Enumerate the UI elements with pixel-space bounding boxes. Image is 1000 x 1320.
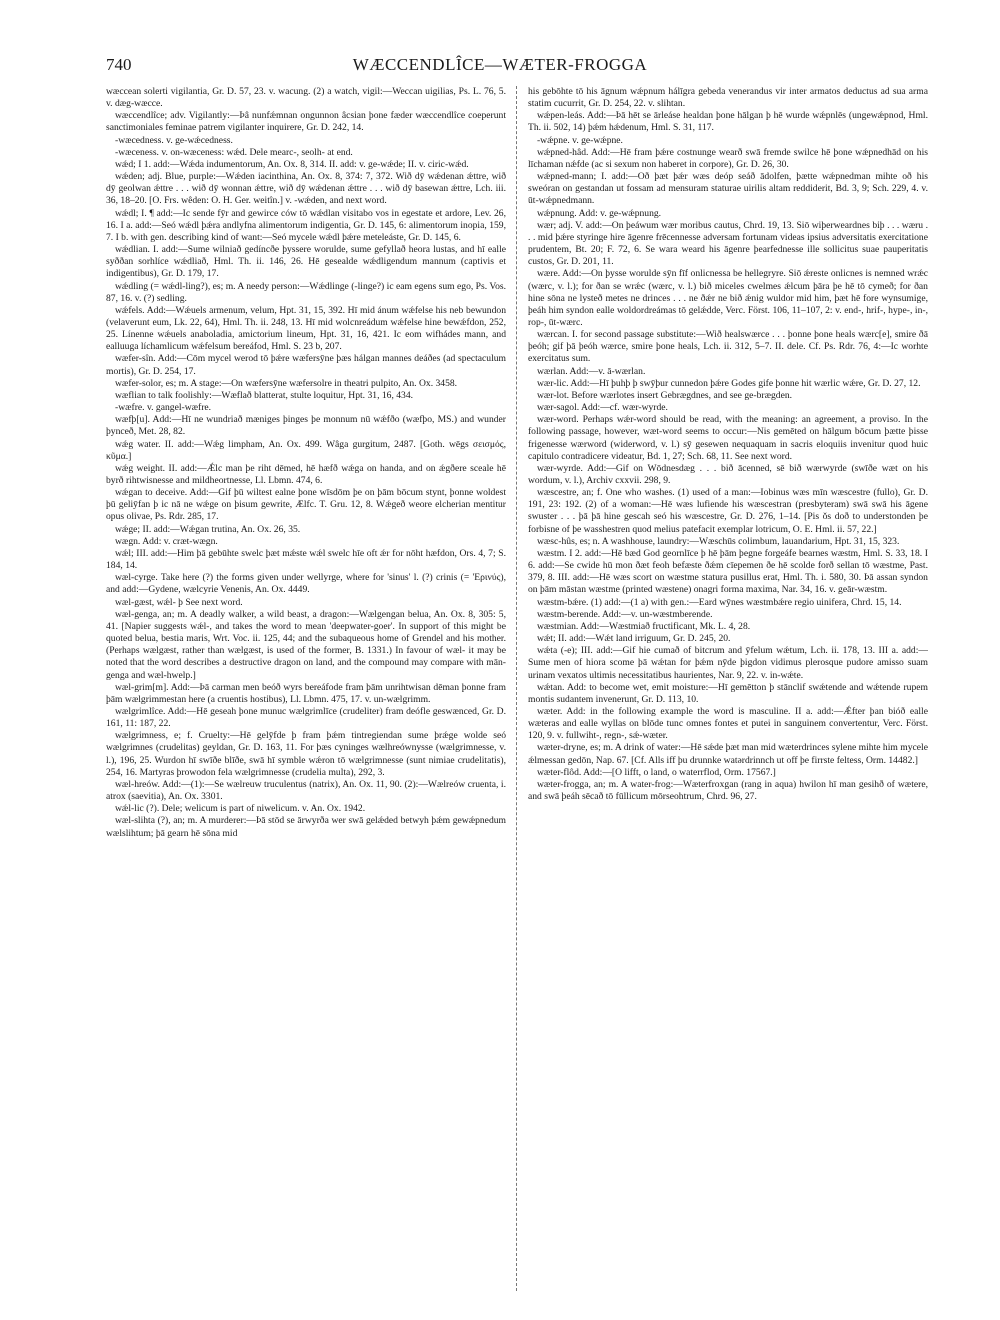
dictionary-entry: wǽgan to deceive. Add:—Gif þū wiltest ealne þone wīsdōm þe on þām bōcum stynt, þonne woldest þū geliȳfan þ ic nā ne wǽge on þisum gewrite, Ælfc. T. Gru. 12, 8. Wǽgeð weore elcherian mentitur opus olivae, Ps. Rdr. 285, 17. <box>106 487 506 523</box>
dictionary-entry: wǽpen-leás. Add:—Þā hēt se ārleáse healdan þone hālgan þ hē wurde wǽpnlēs (ungewǽpnod, Hml. Th. ii. 502, 14) þǽm hǽdenum, Hml. S. 31, 117. <box>527 110 928 134</box>
dictionary-entry: wægn. Add: v. cræt-wægn. <box>115 535 218 547</box>
dictionary-entry: wær-word. Perhaps wǽr-word should be read, with the meaning: an agreement, a proviso. In the following passage, however, wæt-word seems to occur:—Nis gemēted on hālgum bōcum þætte þisse frigenesse wærword (widerword, v. l.) sȳ gesewen nequaquam in sacris eloquiis invenitur quod huic capitulo contradicere videatur, Bd. 1, 27; Sch. 68, 11. See next word. <box>527 414 928 462</box>
dictionary-entry: wæter-dryne, es; m. A drink of water:—Hē sǽde þæt man mid wæterdrinces sylene mihte him mycele ǽlmessan gedōn, Nap. 67. [Cf. Alls iff þu drunnke watərdrinnch ut off þe firrste feltess, Orm. 14482.] <box>527 742 928 766</box>
dictionary-columns <box>106 86 928 1291</box>
dictionary-entry: -wæceness. v. on-wæceness: wǽd. Dele mearc-, seolh- at end. <box>115 146 353 158</box>
dictionary-entry: wæter-flôd. Add:—[O lifft, o land, o waterrflod, Orm. 17567.] <box>536 766 776 778</box>
column-divider <box>516 86 518 1291</box>
dictionary-entry: wæl-grim[m]. Add:—Þā carman men beóð wyrs bereáfode fram þām unrihtwisan dēman þonne fram þām wælgrimmestan here (a cruentis hostibus), Ll. Lbmn. 475, 17. v. un-wælgrimm. <box>106 681 506 705</box>
dictionary-entry: wǽdling (= wǽdl-ling?), es; m. A needy person:—Wǽdlinge (-linge?) ic eam egens sum ego, Ps. Vos. 87, 16. v. (?) sedling. <box>106 280 506 304</box>
dictionary-entry: -wæcedness. v. ge-wǽcedness. <box>115 134 233 146</box>
dictionary-entry: wǽd; I 1. add:—Wǽda indumentorum, An. Ox. 8, 314. II. add: v. ge-wǽde; II. v. ciric-wǽd. <box>115 158 469 170</box>
dictionary-entry: wærcan. I. for second passage substitute:—Wið healswærce . . . þonne þone heals wærc[e], smire ðā þeóh; gif þā þeóh wærce, smire þone heals, Lch. ii. 312, 5–7. II. dele. Cf. Ps. Rdr. 76, 4:—Ic worhte exercitatus sum. <box>527 329 928 365</box>
left-column <box>106 86 506 1291</box>
dictionary-entry: wærlan. Add:—v. ā-wærlan. <box>536 365 646 377</box>
running-title: WÆCCENDLÎCE—WÆTER-FROGGA <box>352 55 648 74</box>
dictionary-entry: wæfer-sîn. Add:—Cōm mycel werod tō þǽre wæfersȳne þæs hálgan mannes deáðes (ad spectaculum mortis), Gr. D. 254, 17. <box>106 353 506 377</box>
dictionary-entry: wǽge; II. add:—Wǽgan trutina, An. Ox. 26, 35. <box>115 523 301 535</box>
dictionary-entry: wǽdlian. I. add:—Sume wilniað gedíncðe þyssere woruldе, sume gefyllað heora lustas, and hī ealle syððan sorhlíce wǽdliað, Hml. Th. ii. 146, 26. Hē gesealde wǽdligendum mannum (captivis et indigentibus), Gr. D. 179, 17. <box>106 244 506 280</box>
dictionary-entry: wær-wyrde. Add:—Gif on Wōdnesdæg . . . bið ācenned, sē bið wærwyrde (swīðe wæt on his wordum, v. l.), Archiv cxxvii. 298, 9. <box>527 462 928 486</box>
dictionary-entry: wæccean solerti vigilantia, Gr. D. 57, 23. v. wacung. (2) a watch, vigil:—Weccan uigilias, Ps. L. 76, 5. v. dæg-wæcce. <box>106 86 506 110</box>
dictionary-entry: -wǽpne. v. ge-wǽpne. <box>536 134 623 146</box>
dictionary-entry: wæl-gæst, wǽl- þ See next word. <box>115 596 243 608</box>
dictionary-entry: wær; adj. V. add:—On þeáwum wær moribus cautus, Chrd. 19, 13. Siō wiþerweardnes biþ . . . wæru . . . mid þǽre styringe hire āgenre frēcennesse adversam fortunam videas ipsius adversitatis exercitatione prudentem, Bt. 20; F. 72, 6. Se wara weard his āgenre þearfednesse ille sollicitus suae pauperitatis custos, Gr. D. 201, 11. <box>527 219 928 268</box>
dictionary-entry: wæstm. I 2. add:—Hē bæd God geornlīce þ hē þām þegne forgeáfe bearnes wæstm, Hml. S. 33, 18. I 6. add:—Se cwide hū mon ðæt feoh befæste ðǽm cīepemen ðe hē scolde forð sellan tō wæstme, Past. 379, 8. III. add:—Hē wæs scort on wæstme statura pusillus erat, Hml. Th. i. 580, 30. Þā assan syndon on þām māstan wæstme (printed wæstene) onagri forma maxima, Nar. 34, 16. v. geār-wæstm. <box>527 547 928 596</box>
dictionary-entry: wæter-frogga, an; m. A water-frog:—Wæterfroxgan (rang in aqua) hwilon hī man gesihð of wætere, and swā þeáh sēcað tō fūllicum mōrseohtrum, Chrd. 96, 27. <box>527 778 928 803</box>
page-number: 740 <box>106 55 132 74</box>
dictionary-entry: wæl-slihta (?), an; m. A murderer:—Þā stōd se ārwyrða wer swā gelǽded betwyh þǽm gewǽpnedum wælslihtum; þā gearn hē sōna mid <box>106 815 506 839</box>
dictionary-entry: wǽpnung. Add: v. ge-wǽpnung. <box>536 207 662 219</box>
dictionary-entry: wǽfels. Add:—Wǽuels armenum, velum, Hpt. 31, 15, 392. Hī mid ánum wǽfelse his neb bewundon (velaverunt eum, Lk. 22, 64), Hml. Th. ii. 248, 13. Hī mid wolcnreádum wǽfelse hine bewǽfdon, 252, 25. Línenne wǽuels anaboladia, amictorium lineum, Hpt. 31, 16, 421. Ic eom wifhádes mann, and ealluuga líchamlicum wǽfelsum bereáfod, Hml. S. 23 b, 207. <box>106 304 506 353</box>
dictionary-entry: wǽden; adj. Blue, purple:—Wǽden iacinthina, An. Ox. 8, 374: 7, 372. Wið dȳ wǽdenan ǽttre, wið dȳ geolwan ǽttre . . . wið dȳ wonnan ǽttre, wið dȳ wǽdenan ǽttre . . . wið dȳ basewan ǽttre, Lch. iii. 36, 18–20. [O. Frs. wêden: O. H. Ger. weitîn.] v. -wǽden, and next word. <box>106 171 506 207</box>
dictionary-entry: wæl-genga, an; m. A deadly walker, a wild beast, a dragon:—Wælgengan belua, An. Ox. 8, 305: 5, 41. [Napier suggests wǽl-, and takes the word to mean 'deepwater-goer'. In support of this might be quoted belua, bestia maris, Wrt. Voc. ii. 125, 44; and the subaqueous home of Grendel and his mother. (Perhaps wælgæst, rather than wælgæst, is used of the former, B. 1331.) In favour of wæl- it may be noted that the word describes a destructive dragon on land, and the compound may compare with mān-genga and wæl-hwelp.] <box>106 608 506 681</box>
dictionary-entry: wǽl; III. add:—Him þā gebūhte swelc þæt mǽste wǽl swelc hīe oft ǽr for nōht hæfdon, Ors. 4, 7; S. 184, 14. <box>106 547 506 572</box>
dictionary-entry: wæl-cyrge. Take here (?) the forms given under wellyrge, where for 'sinus' l. (?) crinis (= 'Ερινύς), and add:—Gydene, wælcyrie Venenis, An. Ox. 4449. <box>106 572 506 596</box>
dictionary-entry: -wæfre. v. gangel-wæfre. <box>115 402 212 414</box>
dictionary-entry: wær-lic. Add:—Hī þuhþ þ swȳþur cunnedon þǽre Godes gife þonne hit wærlic wǽre, Gr. D. 27, 12. <box>536 377 921 389</box>
dictionary-entry: wæstmian. Add:—Wæstmiað fructificant, Mk. L. 4, 28. <box>536 620 751 632</box>
dictionary-entry: wæfer-solor, es; m. A stage:—On wæfersȳne wæfersolre in theatri pulpito, An. Ox. 3458. <box>115 377 458 389</box>
dictionary-entry: wǽg water. II. add:—Wǽg limpham, An. Ox. 499. Wâga gurgitum, 2487. [Goth. wēgs σεισμός, κῦμα.] <box>106 438 506 462</box>
dictionary-entry: wæscestre, an; f. One who washes. (1) used of a man:—Iobinus wæs mīn wæscestre (fullo), Gr. D. 191, 23: 192. (2) of a woman:—Hē wæs lufiende his wæscestran (presbyteram) swā swā his āgene swuster . . . þā þā hine gescah seó his wæscestre, Gr. D. 276, 1–14. [Pis ǒs doð to understonden þe forbisne of þe wasshestren quod melius patefacit exemplar lotricum, O. E. Hml. ii. 57, 22.] <box>527 487 928 535</box>
dictionary-entry: wǽdl; I. ¶ add:—Ic sende fȳr and gewirce ców tō wǽdlan visitabo vos in egestate et ardore, Lev. 26, 16. I a. add:—Seó wǽdl þǽra andlyfna alimentorum indigentia, Gr. D. 145, 6: alimentorum inopia, 159, 7. I b. with gen. describing kind of want:—Seó mycele wǽdl þǽre meteleáste, Gr. D. 145, 6. <box>106 207 506 243</box>
dictionary-entry: wælgrimlîce. Add:—Hē geseah þone munuc wælgrimlīce (crudeliter) fram deófle geswænced, Gr. D. 161, 11: 187, 22. <box>106 705 506 730</box>
dictionary-entry: wæflian to talk foolishly:—Wæflað blatterat, stulte loquitur, Hpt. 31, 16, 434. <box>115 389 414 401</box>
dictionary-entry: wǽg weight. II. add:—Ǽlc man þe riht dēmed, hē hæfð wǽga on handa, and on ǽgðere sceale hē byrð rihtwisnesse and mildheortnesse, Ll. Lbmn. 474, 6. <box>106 462 506 486</box>
dictionary-entry: wǽtan. Add: to become wet, emit moisture:—Hī gemētton þ stānclif swǽtende and wǽtende rupem montis sudantem invenerunt, Gr. D. 113, 10. <box>527 681 928 705</box>
dictionary-entry: wær-sagol. Add:—cf. wær-wyrde. <box>536 402 668 414</box>
dictionary-entry: wæfþ[u]. Add:—Hī ne wundriað mæniges þinges þe monnum nū wǽfðo (wæfþo, MS.) and wunder þynceð, Met. 28, 82. <box>106 414 506 438</box>
dictionary-entry: wǽl-lic (?). Dele; welicum is part of niwelicum. v. An. Ox. 1942. <box>115 803 366 815</box>
dictionary-entry: wæstm-bǽre. (1) add:—(1 a) with gen.:—Eard wȳnes wæstmbǽre regio uinifera, Chrd. 15, 14. <box>536 596 902 608</box>
dictionary-entry: wǽt; II. add:—Wǽt land irriguum, Gr. D. 245, 20. <box>536 633 731 645</box>
dictionary-entry: his gebōhte tō his āgnum wǽpnum hálīgra gebeda venerandus vir inter armatos deductus ad sua arma statim cucurrit, Gr. D. 254, 22. v. slihtan. <box>527 86 928 110</box>
dictionary-entry: wǽpned-mann; I. add:—Oð þæt þǽr wæs deóp seáð ādolfen, þætte wǽpnedman mihte oð his sweóran on gestandan ut fossam ad mensuram staturae uirilis altam reddiderit, Bd. 3, 9; Sch. 229, 4. v. ūt-wǽpnedmann. <box>527 171 928 207</box>
dictionary-entry: wǽpned-hâd. Add:—Hē fram þǽre costnunge wearð swā fremde swilce hē þone wǽpnedhād on his līchaman nǽfde (ac si sexum non haberet in corpore), Gr. D. 26, 30. <box>527 146 928 170</box>
dictionary-entry: wær-lot. Before wærlotes insert Gebrægdnes, and see ge-brægden. <box>536 389 793 401</box>
dictionary-entry: wæl-hreów. Add:—(1):—Se wælreuw truculentus (natrix), An. Ox. 11, 90. (2):—Wælreów cruenta, i. atrox (saevitia), An. Ox. 3301. <box>106 778 506 803</box>
dictionary-entry: wæsc-hûs, es; n. A washhouse, laundry:—Wæschūs colimbum, lauandarium, Hpt. 31, 15, 323. <box>536 535 900 547</box>
dictionary-entry: wæter. Add: in the following example the word is masculine. II a. add:—Ǽfter þan bióð ealle wæteras and ealle wyllas on blōde tunc omnes fontes et putei in sanguinem convertentur, Verc. Först. 120, 9. v. fullwiht-, regn-, sǽ-wæter. <box>527 705 928 742</box>
dictionary-entry: wære. Add:—On þysse woruldе sȳn fīf onlicnessa be hellegryre. Siō ǽreste onlicnes is nemned wrǽc (wærc, v. l.); for ðan se wrǽc (wærc, v. l.) bið miceles cwelmes ǽlcum þāra þe hē tō cymeð; for ðan hine sōna ne lysteð metes ne drinces . . . ne ðǽr ne bið ǽnig wuldor mid him, þæt hē fore wynsumige, þeáh him syndon ealle woldordreámas tō gelǽdde, Verc. Först. 106, 11–107, 2: v. end-, hrif-, hype-, in-, rop-, ūt-wærc. <box>527 268 928 328</box>
dictionary-entry: wæccendlîce; adv. Vigilantly:—Þâ nunfǽmnan ongunnon âcsian þone fæder wæccendlîce coeperunt sanctimoniales feminae patrem vigilanter inquirere, Gr. D. 242, 14. <box>106 110 506 134</box>
dictionary-entry: wælgrimness, e; f. Cruelty:—Hē gelȳfde þ fram þǽm tintregiendan sume þrǽge wolde seó wælgrimnes (crudelitas) geyldan, Gr. D. 163, 11. For þæs cyninges wælhreównysse (wælgrimnesse, v. l.), 196, 25. Wurdon hī swīðe blīðe, swā hī symble wǽron tō wælgrimnesse (sunt nimiae crudelitatis), 254, 16. Martyras þrowodon fela wælgrimnesse (crudelia multa), 292, 3. <box>106 730 506 778</box>
dictionary-entry: wæstm-berende. Add:—v. un-wæstmberende. <box>536 608 713 620</box>
dictionary-entry: wǽta (-e); III. add:—Gif hie cumað of bitcrum and ȳfelum wǽtum, Lch. ii. 178, 13. III a. add:—Sume men of hiora scome þā wǽtan for þǽm nȳde þigdon vidimus plerosque pudore amisso suam urinam vexatos ultimis necessitatibus haurientes, Nar. 9, 22. v. in-wǽte. <box>527 645 928 681</box>
right-column <box>528 86 928 1291</box>
